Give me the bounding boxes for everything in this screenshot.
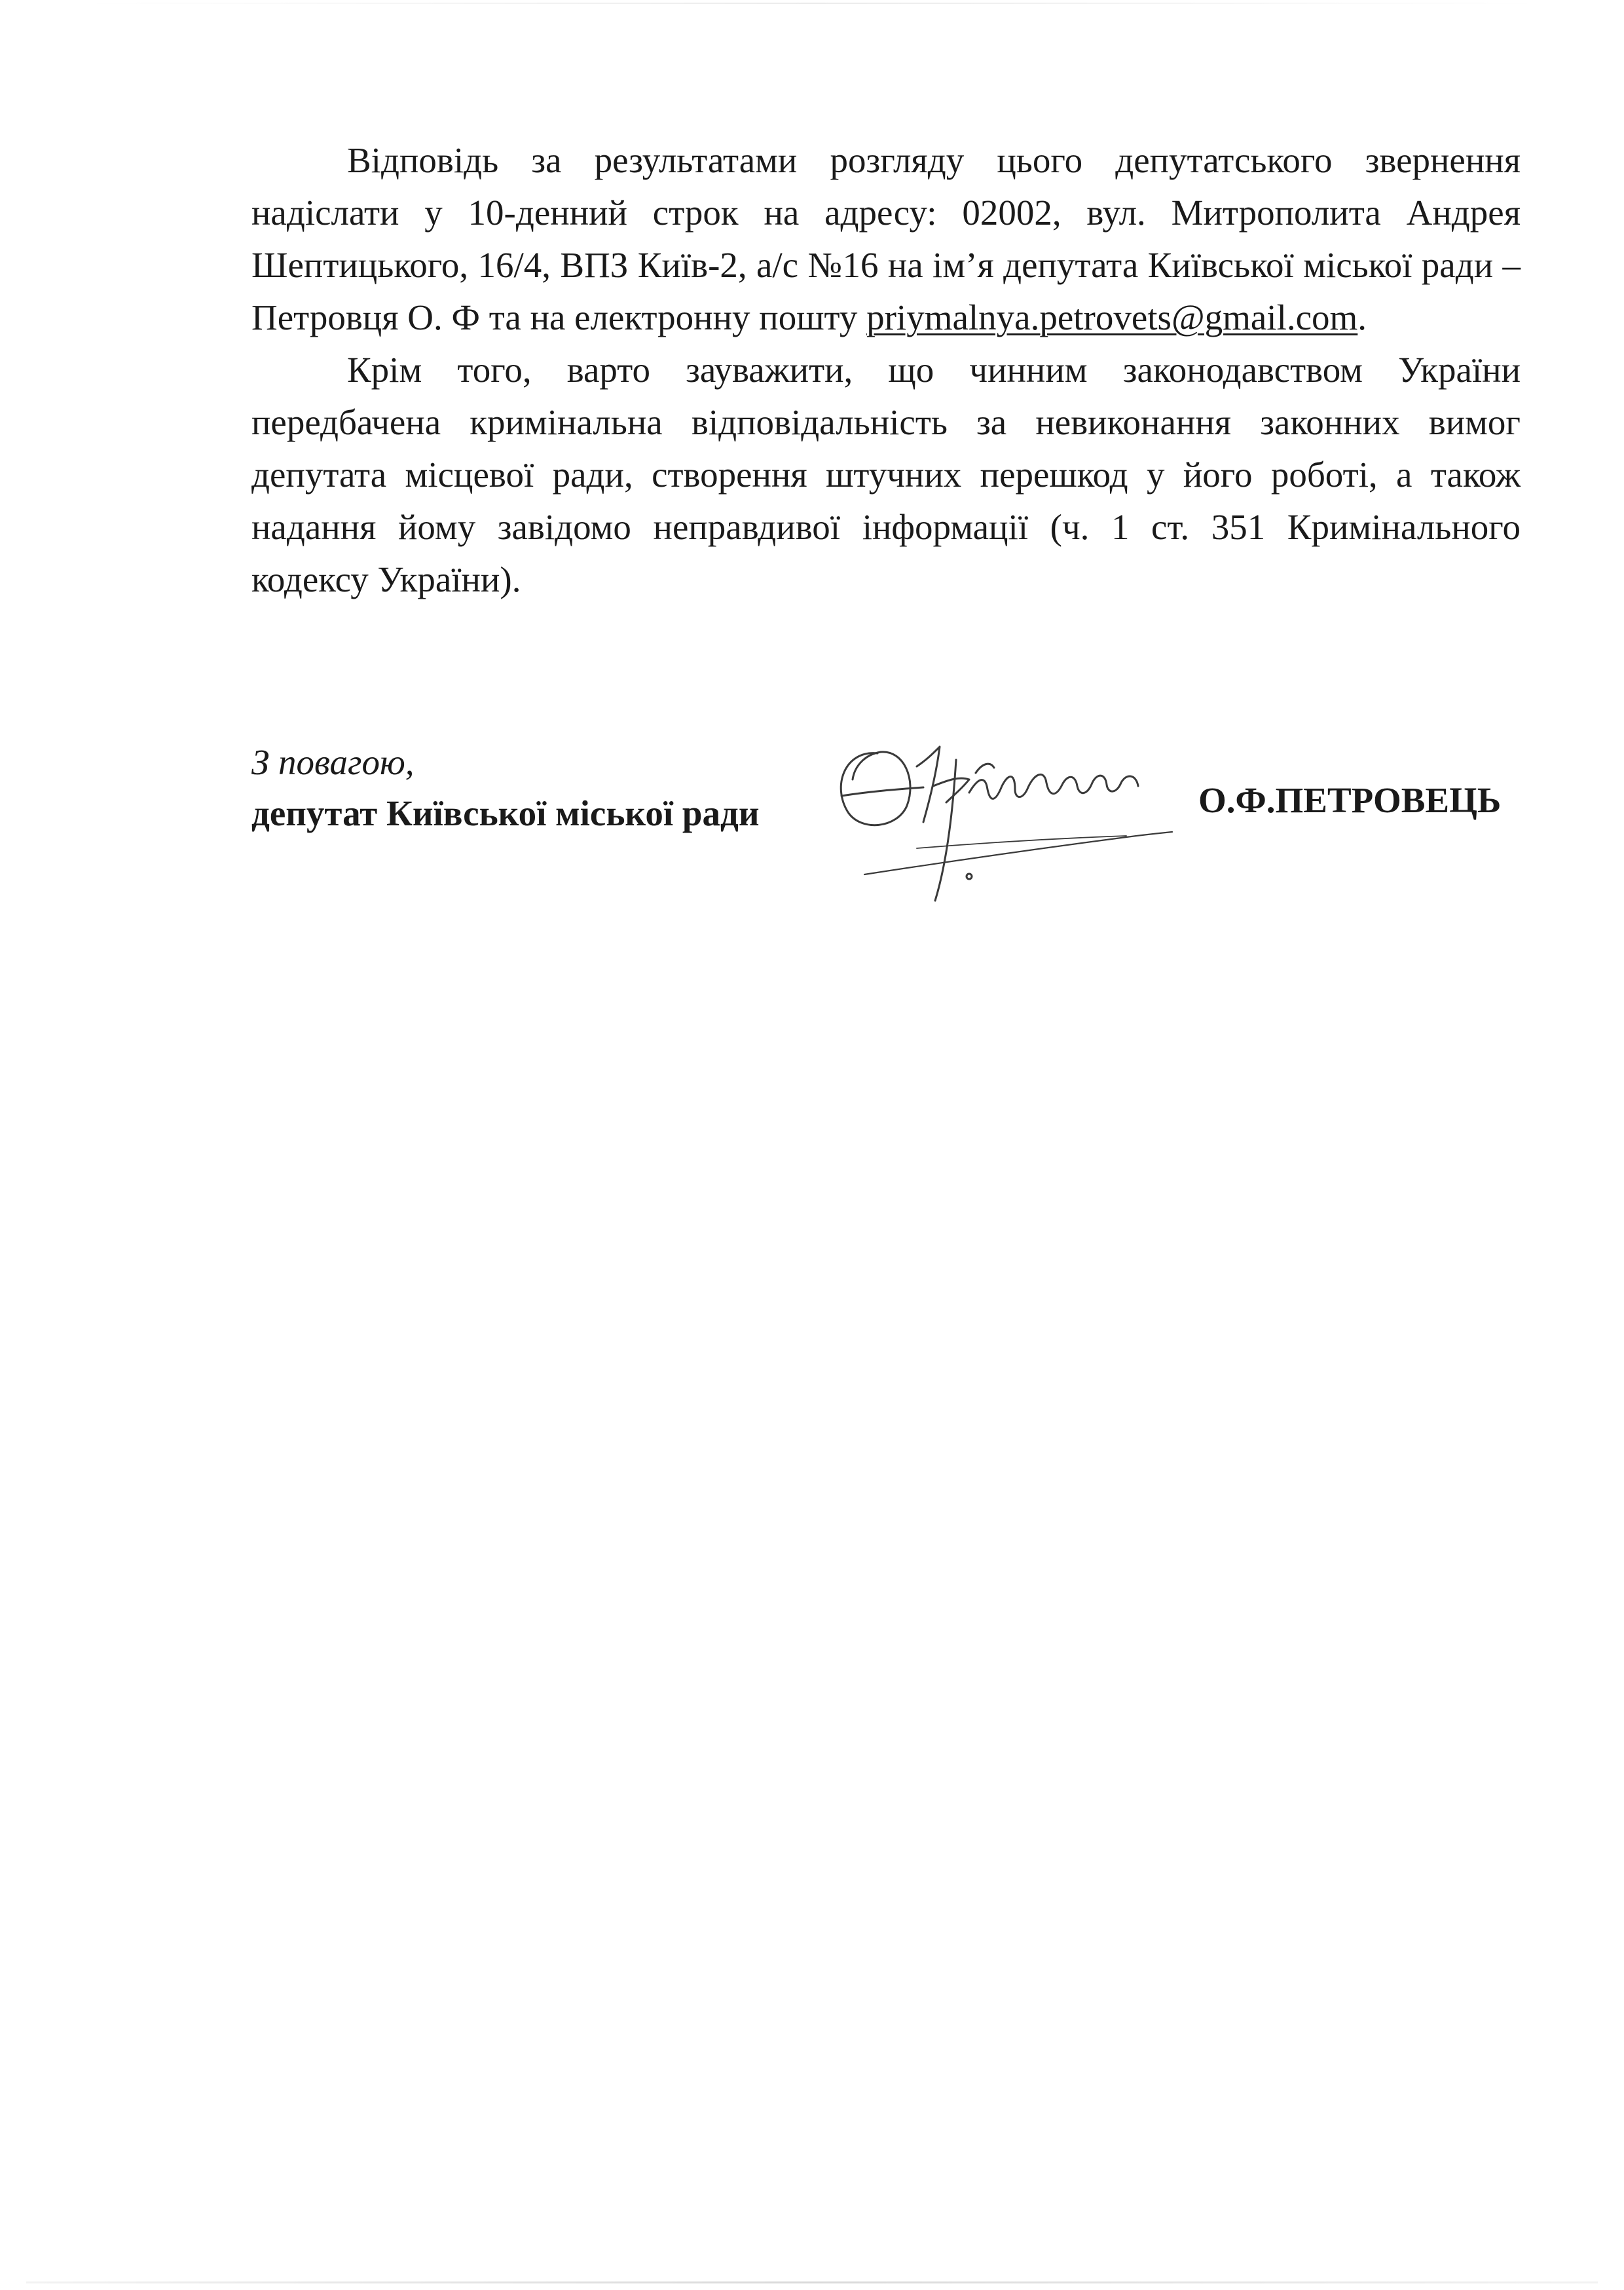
letter-body: [251, 134, 1521, 606]
handwritten-signature: [819, 714, 1211, 910]
closing-block: [251, 737, 760, 839]
paragraph-reply-request-text: Відповідь за результатами розгляду цього депутатського звернення надіслати у 10-денний строк на адресу: 02002, вул. Митрополита Андрея Шептицького, 16/4, ВПЗ Київ-2, а/с №16 на ім’я депутата Київської міської ради – Петровця О. Ф та на електронну пошту: [251, 140, 1521, 337]
paragraph-reply-request: [251, 134, 1521, 344]
paragraph-liability-notice: Крім того, варто зауважити, що чинним законодавством України передбачена кримінальна відповідальність за невиконання законних вимог депутата місцевої ради, створення штучних перешкод у його роботі, а також надання йому завідомо неправдивої інформації (ч. 1 ст. 351 Кримінального кодексу України).: [251, 350, 1521, 599]
signer-position: депутат Київської міської ради: [251, 793, 760, 833]
paragraph-reply-request-end: .: [1357, 297, 1367, 337]
email-link[interactable]: priymalnya.petrovets@gmail.com: [866, 297, 1358, 337]
scan-edge-top: [79, 3, 1545, 4]
signer-name: О.Ф.ПЕТРОВЕЦЬ: [1198, 780, 1502, 820]
scan-edge-bottom: [26, 2281, 1598, 2283]
closing-greeting: З повагою,: [251, 742, 415, 782]
